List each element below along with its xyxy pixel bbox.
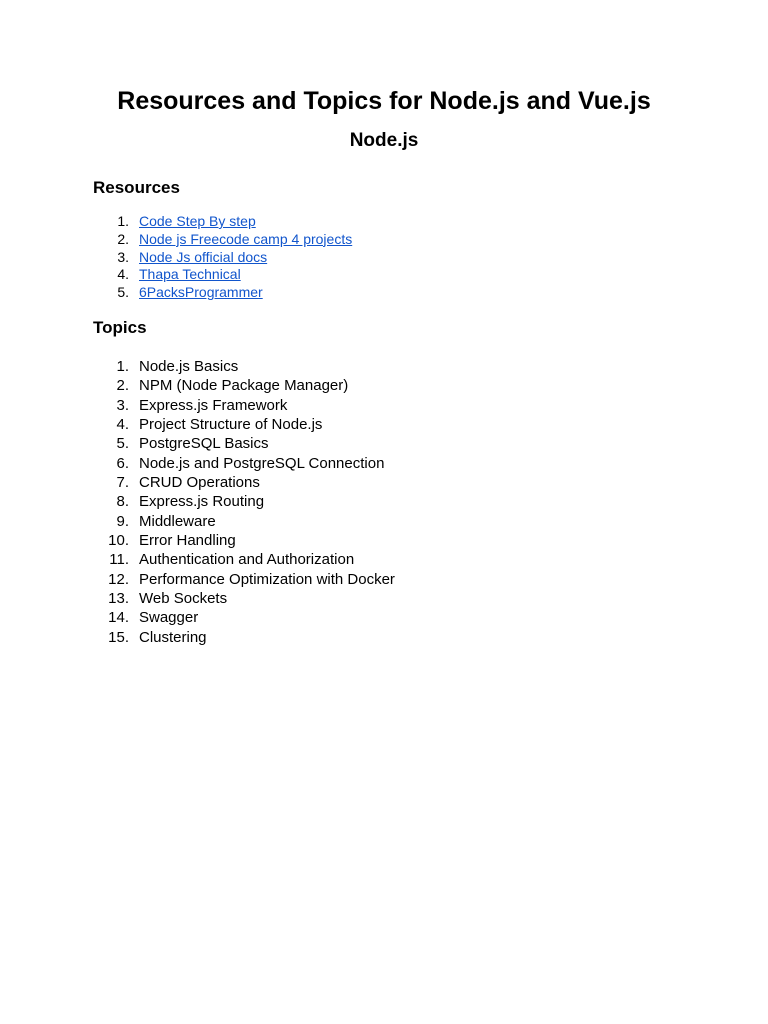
- list-number: 7.: [116, 474, 129, 492]
- topic-label: Web Sockets: [139, 590, 228, 608]
- resources-heading: Resources: [93, 178, 180, 197]
- topic-label: Express.js Framework: [139, 396, 288, 414]
- list-number: 15.: [108, 628, 129, 646]
- page-title: Resources and Topics for Node.js and Vue.js: [117, 87, 651, 115]
- topic-label: CRUD Operations: [139, 474, 260, 492]
- resource-link-thapa-technical[interactable]: Thapa Technical: [139, 266, 241, 283]
- topic-label: Authentication and Authorization: [139, 551, 355, 569]
- list-item: [93, 531, 395, 550]
- topic-label: Performance Optimization with Docker: [139, 570, 395, 588]
- list-item: [93, 357, 395, 376]
- topic-label: PostgreSQL Basics: [139, 435, 269, 453]
- list-item: [93, 266, 352, 284]
- list-number: 13.: [108, 590, 129, 608]
- topic-label: Middleware: [139, 512, 216, 530]
- list-number: 6.: [116, 454, 129, 472]
- list-item: [93, 415, 395, 434]
- list-item: [93, 249, 352, 267]
- list-number: 14.: [108, 609, 129, 627]
- list-item: [93, 628, 395, 647]
- list-number: 2.: [116, 377, 129, 395]
- list-number: 4.: [116, 416, 129, 434]
- list-number: 8.: [116, 493, 129, 511]
- list-number: 12.: [108, 570, 129, 588]
- page-subtitle: Node.js: [349, 130, 419, 151]
- topics-list: [93, 357, 395, 647]
- list-item: [93, 512, 395, 531]
- resource-link-code-step-by-step[interactable]: Code Step By step: [139, 213, 256, 229]
- list-number: 10.: [108, 532, 129, 550]
- topic-label: Node.js Basics: [139, 358, 239, 375]
- topic-label: Express.js Routing: [139, 493, 265, 511]
- list-number: 1.: [117, 213, 129, 229]
- topics-heading: Topics: [93, 318, 147, 337]
- list-number: 1.: [116, 358, 129, 375]
- topic-label: Node.js and PostgreSQL Connection: [139, 454, 385, 472]
- list-item: [93, 492, 395, 511]
- list-number: 9.: [116, 512, 129, 530]
- list-item: [93, 589, 395, 608]
- list-item: [93, 570, 395, 589]
- resource-link-6packsprogrammer[interactable]: 6PacksProgrammer: [139, 284, 263, 301]
- list-item: [93, 550, 395, 569]
- list-item: [93, 454, 395, 473]
- topic-label: Error Handling: [139, 532, 236, 550]
- topic-label: Project Structure of Node.js: [139, 416, 323, 434]
- list-number: 3.: [116, 396, 129, 414]
- list-number: 3.: [117, 248, 129, 265]
- topic-label: Swagger: [139, 609, 199, 627]
- list-item: [93, 608, 395, 627]
- resource-link-official-docs[interactable]: Node Js official docs: [139, 248, 268, 265]
- resources-list: [93, 213, 352, 302]
- list-number: 11.: [109, 551, 129, 569]
- list-number: 5.: [117, 284, 129, 301]
- topic-label: NPM (Node Package Manager): [139, 377, 349, 395]
- list-item: [93, 231, 352, 249]
- resource-link-freecodecamp[interactable]: Node js Freecode camp 4 projects: [139, 230, 353, 247]
- list-number: 2.: [117, 230, 129, 247]
- list-item: [93, 434, 395, 453]
- list-item: [93, 284, 352, 302]
- topic-label: Clustering: [139, 628, 207, 646]
- list-number: 4.: [117, 266, 129, 283]
- list-item: [93, 473, 395, 492]
- list-item: [93, 376, 395, 395]
- list-item: [93, 213, 352, 231]
- list-item: [93, 396, 395, 415]
- list-number: 5.: [116, 435, 129, 453]
